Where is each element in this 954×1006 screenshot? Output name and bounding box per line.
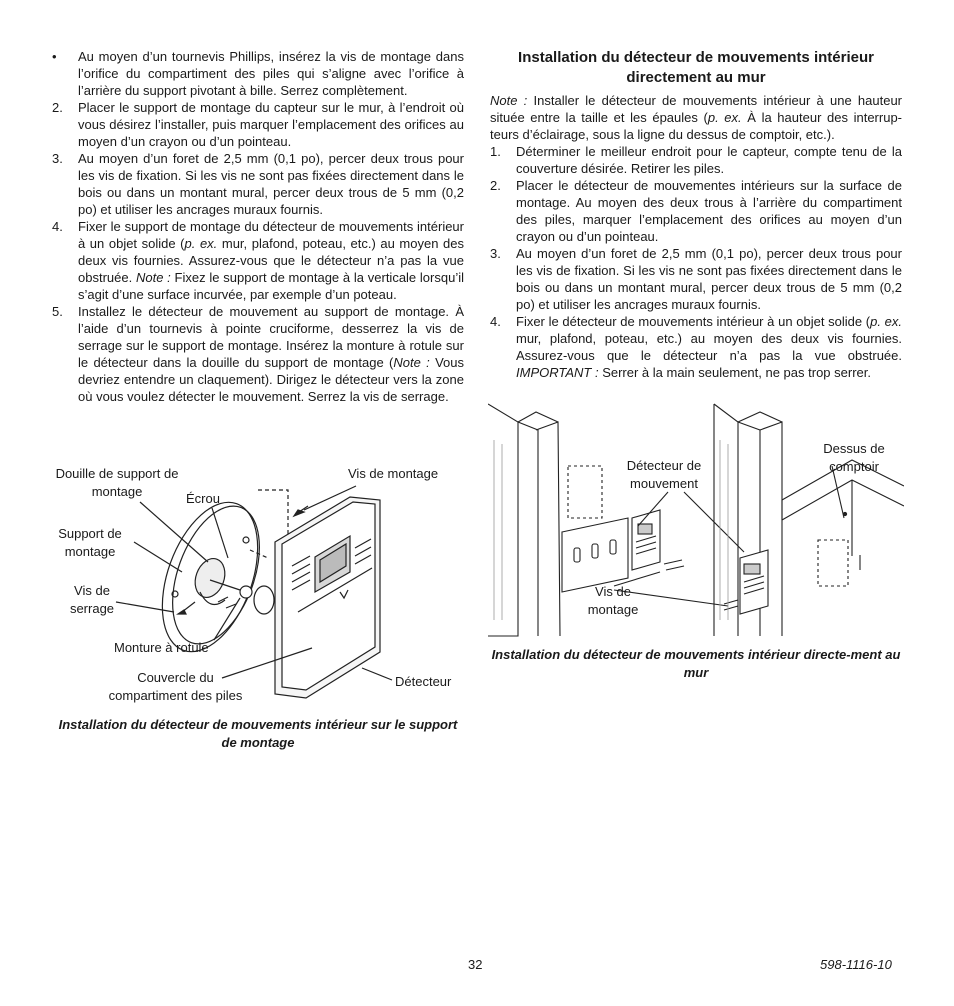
step-1 <box>490 143 902 177</box>
label-couvercle: Couvercle du compartiment des piles <box>108 670 243 703</box>
step-number: 2. <box>490 178 501 193</box>
step-text-emphasis: p. ex. <box>184 236 218 251</box>
section-heading: Installation du détecteur de mouvements intérieur directement au mur <box>518 49 874 86</box>
step-text-emphasis: p. ex. <box>870 314 902 329</box>
step-number: 3. <box>52 151 63 166</box>
step-text-part: Fixer le support de montage du détecteur de mouvements intérieur à un objet solide ( <box>78 219 464 251</box>
step-note-label: Note : <box>135 270 171 285</box>
figure-right-caption: Installation du détecteur de mouvements intérieur directe-ment au mur <box>491 647 901 680</box>
label-detecteur: Détecteur <box>395 674 452 689</box>
step-3 <box>52 150 464 218</box>
bullet-step <box>52 48 464 99</box>
label-vis-montage: Vis de montage <box>348 466 439 481</box>
step-number: 5. <box>52 304 63 319</box>
note-text-part: À la hauteur des interrup-teurs d’éclairage, sous la ligne du dessus de comptoir, etc.). <box>490 110 902 142</box>
step-number: 2. <box>52 100 63 115</box>
figure-left-caption: Installation du détecteur de mouvements intérieur sur le support de montage <box>58 717 458 750</box>
step-text: Au moyen d’un foret de 2,5 mm (0,1 po), percer deux trous pour les vis de fixation. Si les vis ne sont pas fixées directement dans le bois ou dans un montant mural, percer deux trous de 5 mm (0,2 po) et utiliser les ancrages muraux fournis. <box>78 151 464 217</box>
label-monture: Monture à rotule <box>114 640 209 655</box>
step-note-label: Note : <box>393 355 430 370</box>
step-text: Placer le détecteur de mouvementes intérieurs sur la surface de montage. Au moyen des deux trous à l’arrière du compartiment des piles, marquer l’emplacement des orifices au moyen d’un crayon ou d’un pointeau. <box>516 178 902 244</box>
page-number: 32 <box>468 957 483 972</box>
step-4 <box>52 218 464 303</box>
section-note <box>490 92 902 143</box>
step-2 <box>52 99 464 150</box>
step-text: Placer le support de montage du capteur sur le mur, à l’endroit où vous désirez l’installer, puis marquer l’emplacement des orifices au moyen d’un crayon ou d’un pointeau. <box>78 100 464 149</box>
step-3 <box>490 245 902 313</box>
step-text-part: Fixez le support de montage à la verticale lorsqu’il s’agit d’une surface incurvée, par exemple d’un poteau. <box>78 270 464 302</box>
step-number: 3. <box>490 246 501 261</box>
step-number: 4. <box>52 219 63 234</box>
step-4 <box>490 313 902 381</box>
right-column <box>490 48 902 381</box>
label-douille: Douille de support de montage <box>55 466 179 499</box>
step-5 <box>52 303 464 405</box>
step-text: Déterminer le meilleur endroit pour le capteur, compte tenu de la couverture désirée. Retirer les piles. <box>516 144 902 176</box>
wall-mount-figure <box>488 400 904 640</box>
left-column <box>52 48 464 405</box>
step-number: 4. <box>490 314 501 329</box>
label-vis-serrage: Vis de serrage <box>69 583 115 616</box>
label-dessus-comptoir: Dessus de comptoir <box>823 441 885 474</box>
note-emphasis: p. ex. <box>707 110 742 125</box>
label-ecrou: Écrou <box>186 491 220 506</box>
bullet-step-text: Au moyen d’un tournevis Phillips, insérez la vis de montage dans l’orifice du compartiment des piles qui s’aligne avec l’orifice à l’arrière du support pivotant à bille. Serrez complètement. <box>78 49 464 98</box>
step-text-part: mur, plafond, poteau, etc.) au moyen des deux vis fournies. Assurez-vous que le détecteur n’a pas la vue obstruée. <box>78 236 464 285</box>
step-2 <box>490 177 902 245</box>
step-text-part: Serrer à la main seulement, ne pas trop serrer. <box>598 365 871 380</box>
wall-mount-illustration <box>488 400 904 640</box>
step-number: 1. <box>490 144 501 159</box>
label-detecteur-mouvement: Détecteur de mouvement <box>626 458 702 491</box>
step-text-part: Installez le détecteur de mouvement au support de montage. À l’aide d’un tournevis à pointe cruciforme, desserrez la vis de serrage sur le support de montage. Insérez la monture à rotule sur le détecteur dans la douille du support de montage ( <box>78 304 464 370</box>
label-support: Support de montage <box>58 526 122 559</box>
note-text-part: Installer le détecteur de mouvements intérieur à une hauteur située entre la taille et les épaules ( <box>490 93 902 125</box>
step-text-part: mur, plafond, poteau, etc.) au moyen des deux vis fournies. Assurez-vous que le détecteur n’a pas la vue obstruée. <box>516 331 902 363</box>
document-code: 598-1116-10 <box>820 957 892 972</box>
step-text-part: Vous devriez entendre un claquement). Dirigez le détecteur vers la zone où vous voulez détecter le mouvement. Serrez la vis de serrage. <box>78 355 465 404</box>
step-text: Au moyen d’un foret de 2,5 mm (0,1 po), percer deux trous pour les vis de fixation. Si les vis ne sont pas fixées directement dans le bois ou dans un montant mural, percer deux trous de 5 mm (0,2 po) et utiliser les ancrages muraux fournis. <box>516 246 902 312</box>
step-text-part: Fixer le détecteur de mouvements intérieur à un objet solide ( <box>516 314 871 329</box>
important-label: IMPORTANT : <box>516 365 599 380</box>
note-label: Note : <box>490 93 528 108</box>
label-vis-de-montage: Vis de montage <box>587 584 639 617</box>
bullet-marker: • <box>52 49 57 64</box>
